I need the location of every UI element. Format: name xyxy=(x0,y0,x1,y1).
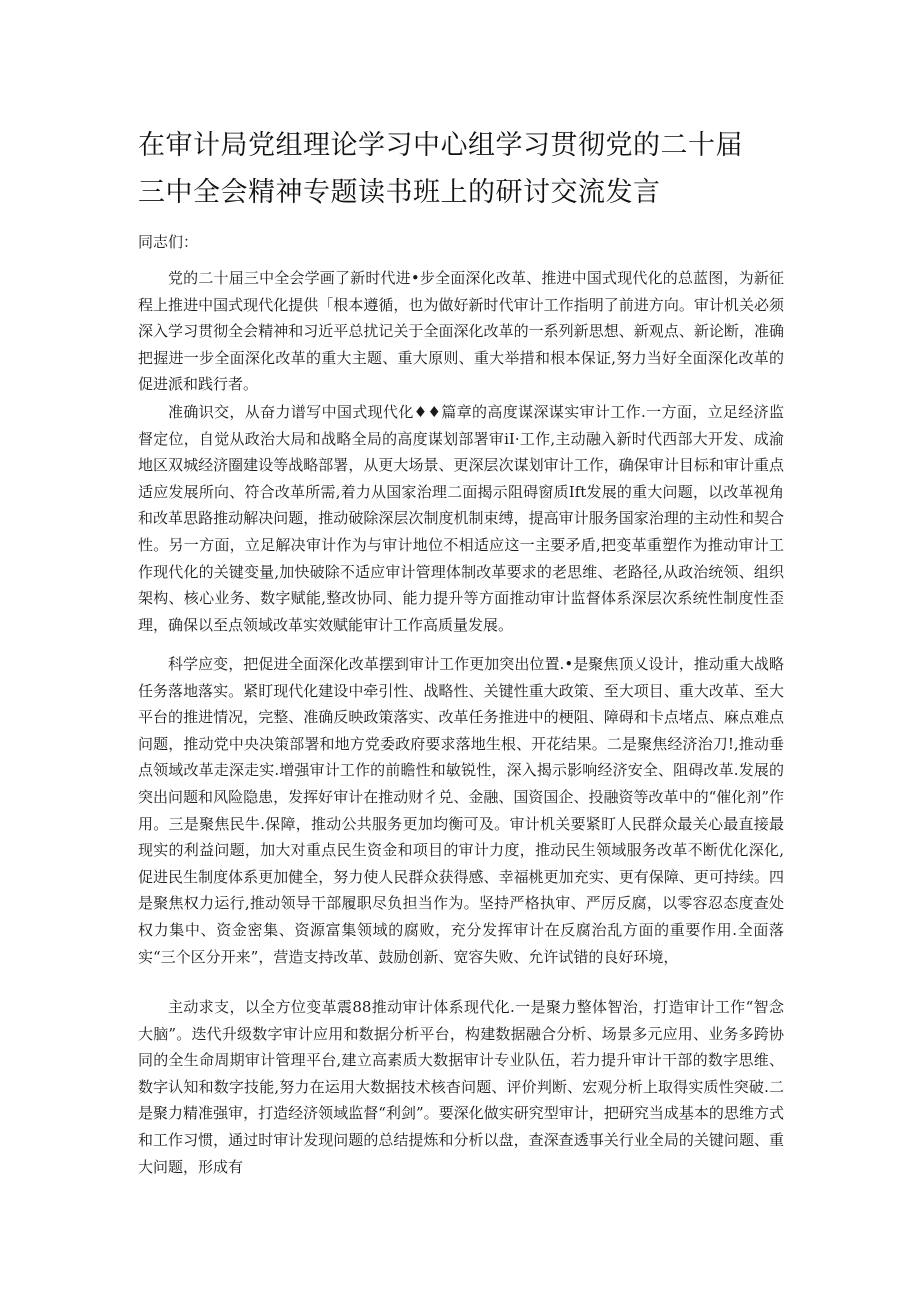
document-title-line-1: 在审计局党组理论学习中心组学习贯彻党的二十届 xyxy=(138,130,743,161)
paragraph-active-pursuit: 主动求支，以全方位变革震88推动审计体系现代化.一是聚力整体智治，打造审计工作“智念大脑”。迭代升级数字审计应用和数据分析平台，构建数据融合分析、场景多元应用、业务多跨协同的全生命周期审计管理平台,建立高素质大数据审计专业队伍，若力提升审计干部的数字思维、数字认知和数字技能,努力在运用大数据技术核杳问题、评价判断、宏观分析上取得实质性突破.二是聚力精准强审，打造经济领域监督“利剑”。要深化做实研究型审计，把研究当成基本的思维方式和工作习惯，通过时审计发现问题的总结提炼和分析以盘，查深查透事关行业全局的关键问题、重大问题，形成有 xyxy=(138,998,784,1176)
paragraph-accurate-understanding: 准确识交，从奋力谱写中国式现代化♦♦篇章的高度谋深谋实审计工作.一方面，立足经济监督定位，自觉从政治大局和战略全局的高度谋划部署审iI·工作,主动融入新时代西部大开发、成渝地区双城经济圈建设等战略部署，从更大场景、更深层次谋划审计工作，确保审计目标和审计重点适应发展所向、符合改革所需,着力从国家治理二面揭示阻碍窗质Ift发展的重大问题，以改革视角和改革思路推动解决问题，推动破除深层次制度机制束缚，提高审计服务国家治理的主动性和契合性。另一方面，立足解决审计作为与审计地位不相适应这一主要矛盾,把变革重塑作为推动审计工作现代化的关键变量,加快破除不适应审计管理体制改革要求的老思维、老路径,从政治统领、组织架构、核心业务、数字赋能,整改协同、能力提升等方面推动审计监督体系深层次系统性制度性歪理，确保以至点领域改革实效赋能审计工作高质量发展。 xyxy=(138,403,784,634)
paragraph-intro: 党的二十届三中全会学画了新时代进•步全面深化改革、推进中国式现代化的总蓝图，为新征程上推进中国式现代化提供「根本遵循，也为做好新时代审计工作指明了前进方向。审计机关必须深入学习贯彻全会精神和习近平总扰记关于全面深化改革的一系列新思想、新观点、新论断，准确把握进一步全面深化改革的重大主题、重大原则、重大举措和根本保证,努力当好全面深化改革的促进派和践行者。 xyxy=(138,269,784,394)
greeting: 同志们： xyxy=(138,233,199,251)
document-title-line-2: 三中全会精神专题读书班上的研讨交流发言 xyxy=(138,177,661,208)
paragraph-scientific-response: 科学应变，把促进全面深化改革摆到审计工作更加突出位置.•是聚焦顶乂设计，推动重大战略任务落地落实。紧盯现代化建设中牵引性、战略性、关键性重大政策、至大项目、重大改革、至大平台的推进情况，完整、准确反映政策落实、改革任务推进中的梗阻、障碍和卡点堵点、麻点难点问题，推动党中央决策部署和地方党委政府要求落地生根、开花结果。二是聚焦经济治刀!,推动垂点领域改革走深走实.增强审计工作的前瞻性和敏锐性，深入揭示影响经济安全、阻碍改革.发展的突出问题和风险隐患，发挥好审计在推动财彳兑、金融、国资国企、投融资等改革中的“催化剂”作用。三是聚焦民牛.保障，推动公共服务更加均衡可及。审计机关要紧盯人民群众最关心最直接最现实的利益问题，加大对重点民生资金和项目的审计力度，推动民生领域服务改革不断优化深化,促进民生制度体系更加健全，努力使人民群众获得感、幸福桃更加充实、更有保障、更可持续。四是聚焦权力运行,推动领导干部履职尽负担当作为。坚持严格执审、严厉反腐，以零容忍态度查处权力集中、资金密集、资源富集领域的腐败，充分发挥审计在反腐治乱方面的重要作用.全面落实“三个区分开来”，营造支持改革、鼓励创新、宽容失败、允许试错的良好环境， xyxy=(138,655,784,966)
